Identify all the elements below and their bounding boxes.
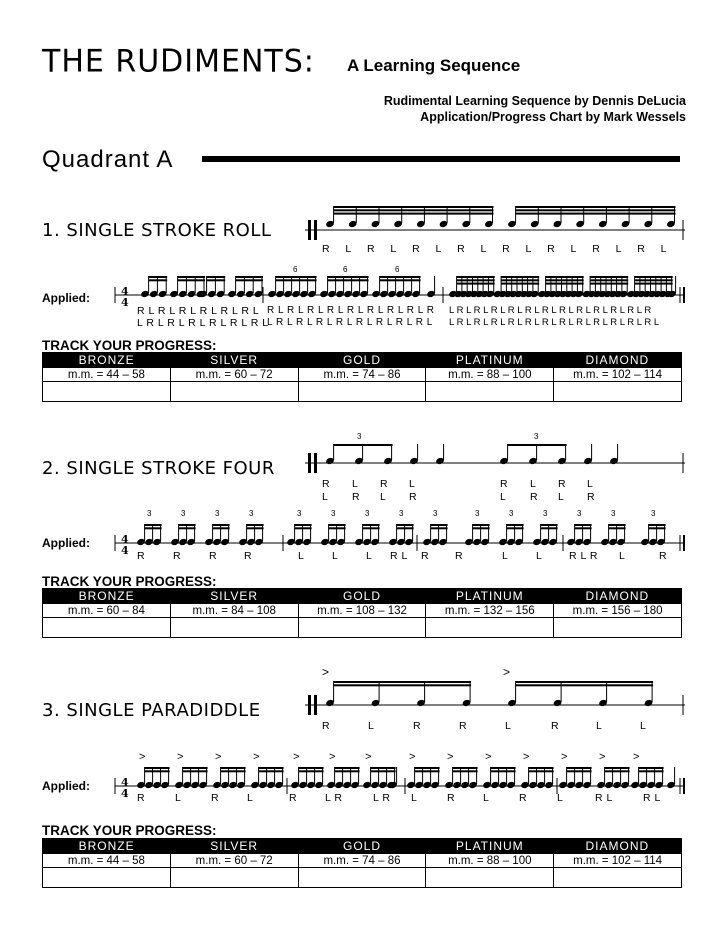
accent-mark: > (329, 751, 336, 763)
sticking-letter: L (366, 550, 373, 562)
tempo-gold: m.m. = 74 – 86 (298, 368, 426, 382)
tuplet-6-2: 6 (343, 265, 348, 274)
sticking-letter: R (637, 243, 646, 255)
beam (457, 283, 495, 285)
sticking-letter: L (558, 491, 565, 503)
beam (335, 770, 360, 772)
credit-line-1: Rudimental Learning Sequence by Dennis DeLucia (383, 94, 686, 108)
beam (259, 770, 284, 772)
accent-mark: > (139, 751, 146, 763)
progress-cell[interactable] (170, 618, 298, 638)
progress-cell[interactable] (426, 382, 554, 402)
accent-mark: > (409, 751, 416, 763)
rudiment-3-sticking (322, 720, 667, 733)
beam (567, 770, 592, 772)
time-sig-bottom: 4 (121, 296, 129, 309)
applied-1-sticking-top-c: L R L R L R L R L R L R L R L R L R L R L R L R (449, 305, 652, 316)
rudiment-2-title: 2. SINGLE STROKE FOUR (42, 458, 275, 479)
beam (207, 279, 226, 281)
sticking-letter: L (352, 478, 359, 490)
sticking-letter: R (244, 550, 253, 562)
accent-mark: > (447, 751, 454, 763)
track-label-2: TRACK YOUR PROGRESS: (42, 574, 217, 589)
sticking-letter: R (173, 550, 182, 562)
beam (259, 767, 284, 769)
tempo-gold: m.m. = 108 – 132 (298, 604, 426, 618)
beam (371, 770, 396, 772)
level-silver: SILVER (170, 839, 298, 854)
sticking-letter: R (352, 491, 361, 503)
beam (334, 681, 472, 683)
beam (328, 279, 369, 281)
tempo-platinum: m.m. = 132 – 156 (426, 604, 554, 618)
sticking-letter: R (457, 243, 466, 255)
tuplet-3: 3 (181, 509, 186, 518)
beam (221, 770, 246, 772)
level-silver: SILVER (170, 353, 298, 368)
progress-cell[interactable] (298, 382, 426, 402)
sticking-letter: L (500, 491, 507, 503)
tuplet-3: 3 (509, 509, 514, 518)
sticking-letter: R (455, 550, 464, 562)
progress-table-3 (42, 838, 682, 888)
level-platinum: PLATINUM (426, 839, 554, 854)
accent-mark: > (561, 751, 568, 763)
sticking-letter: R L (390, 550, 408, 562)
beam (590, 276, 628, 278)
applied-2-sticking (137, 550, 687, 562)
sticking-letter: L (570, 243, 577, 255)
progress-cell[interactable] (554, 382, 682, 402)
beam (145, 527, 162, 529)
beam (635, 276, 673, 278)
progress-table-2 (42, 588, 682, 638)
beam (635, 283, 673, 285)
beam (335, 767, 360, 769)
progress-cell[interactable] (43, 382, 171, 402)
beam (178, 276, 205, 278)
beam (328, 276, 369, 278)
tuplet-3: 3 (249, 509, 254, 518)
rudiment-2-sticking (322, 478, 612, 504)
tuplet-3: 3 (433, 509, 438, 518)
beam (183, 767, 208, 769)
tempo-diamond: m.m. = 102 – 114 (554, 368, 682, 382)
tempo-silver: m.m. = 60 – 72 (170, 854, 298, 868)
tempo-gold: m.m. = 74 – 86 (298, 854, 426, 868)
beam (491, 767, 516, 769)
rudiment-1-title: 1. SINGLE STROKE ROLL (42, 220, 272, 241)
applied-1-sticking-bottom-c: L R L R L R L R L R L R L R L R L R L R L R L R L (449, 317, 660, 328)
rudiment-3-title: 3. SINGLE PARADIDDLE (42, 700, 261, 721)
beam (541, 527, 558, 529)
beam (213, 524, 230, 526)
beam (457, 279, 495, 281)
accent-mark: > (599, 751, 606, 763)
progress-cell[interactable] (426, 868, 554, 888)
beam (516, 684, 654, 686)
track-label-1: TRACK YOUR PROGRESS: (42, 338, 217, 353)
level-bronze: BRONZE (43, 839, 171, 854)
beam (575, 524, 592, 526)
progress-cell[interactable] (426, 618, 554, 638)
tuplet-3: 3 (475, 509, 480, 518)
sticking-letter: L (525, 243, 532, 255)
applied-3-sticking (137, 792, 687, 804)
sticking-letter: R (380, 478, 389, 490)
time-sig-bottom: 4 (121, 787, 129, 800)
sticking-letter: L (596, 720, 603, 732)
level-bronze: BRONZE (43, 589, 171, 604)
sticking-letter: L (390, 243, 397, 255)
progress-cell[interactable] (170, 382, 298, 402)
sticking-letter: R (421, 550, 430, 562)
beam (236, 276, 263, 278)
sticking-letter: L (175, 792, 182, 804)
beam (149, 279, 168, 281)
beam (213, 527, 230, 529)
beam (639, 767, 664, 769)
beam (334, 209, 494, 211)
sticking-letter: R (459, 720, 468, 732)
tempo-diamond: m.m. = 156 – 180 (554, 604, 682, 618)
beam (380, 276, 421, 278)
beam (145, 767, 170, 769)
sticking-letter: R (558, 478, 567, 490)
sticking-letter: L (557, 792, 564, 804)
sticking-letter: L (298, 550, 305, 562)
sticking-letter: L (619, 550, 626, 562)
beam (649, 527, 666, 529)
tempo-bronze: m.m. = 44 – 58 (43, 368, 171, 382)
beam (541, 524, 558, 526)
sticking-letter: L (536, 550, 543, 562)
progress-cell[interactable] (298, 618, 426, 638)
progress-cell[interactable] (43, 618, 171, 638)
sticking-letter: L R (373, 792, 391, 804)
beam (649, 524, 666, 526)
beam (567, 767, 592, 769)
sticking-letter: R (412, 243, 421, 255)
progress-cell[interactable] (298, 868, 426, 888)
beam (529, 770, 554, 772)
beam (501, 283, 539, 285)
beam (183, 770, 208, 772)
beam (501, 276, 539, 278)
beam (609, 527, 626, 529)
sticking-letter: L (483, 792, 490, 804)
sticking-letter: L (587, 478, 594, 490)
beam (334, 206, 494, 208)
beam (149, 276, 168, 278)
sticking-letter: R L (595, 792, 613, 804)
sticking-letter: L (480, 243, 487, 255)
sticking-letter: R (502, 243, 511, 255)
quadrant-title: Quadrant A (42, 146, 174, 173)
accent-mark: > (503, 665, 511, 679)
beam (380, 279, 421, 281)
sticking-letter: R (587, 491, 596, 503)
progress-cell[interactable] (43, 868, 171, 888)
beam (397, 524, 414, 526)
beam (371, 767, 396, 769)
beam (501, 279, 539, 281)
beam (516, 213, 676, 215)
beam (236, 279, 263, 281)
applied-label-2: Applied: (42, 536, 90, 550)
beam (507, 524, 524, 526)
progress-cell[interactable] (554, 868, 682, 888)
sticking-letter: L (640, 720, 647, 732)
track-label-3: TRACK YOUR PROGRESS: (42, 823, 217, 838)
quadrant-rule (202, 156, 680, 162)
tuplet-3: 3 (297, 509, 302, 518)
beam (299, 770, 324, 772)
beam (207, 276, 226, 278)
beam (295, 527, 312, 529)
beam (575, 527, 592, 529)
credit-line-2: Application/Progress Chart by Mark Wessels (420, 110, 686, 124)
beam (590, 283, 628, 285)
beam (329, 524, 346, 526)
beam (546, 279, 584, 281)
sticking-letter: R (592, 243, 601, 255)
sticking-letter: R (500, 478, 509, 490)
beam (546, 283, 584, 285)
beam (179, 524, 196, 526)
tuplet-3: 3 (651, 509, 656, 518)
beam (415, 770, 440, 772)
tuplet-3: 3 (147, 509, 152, 518)
sticking-letter: R (413, 720, 422, 732)
accent-mark: > (293, 751, 300, 763)
beam (590, 279, 628, 281)
applied-label-3: Applied: (42, 779, 90, 793)
beam (516, 206, 676, 208)
applied-1-sticking-bottom-a: L R L R L R L R L R L R L (137, 317, 269, 329)
beam (516, 209, 676, 211)
tempo-bronze: m.m. = 44 – 58 (43, 854, 171, 868)
sticking-letter: L (530, 478, 537, 490)
sticking-letter: R (322, 243, 331, 255)
accent-mark: > (485, 751, 492, 763)
level-platinum: PLATINUM (426, 589, 554, 604)
level-platinum: PLATINUM (426, 353, 554, 368)
beam (491, 770, 516, 772)
beam (431, 524, 448, 526)
rudiment-2-applied-notation (115, 506, 690, 556)
sticking-letter: L (322, 491, 329, 503)
applied-1-sticking-bottom-b: L R L R L R L R L R L R L R L R L (267, 317, 433, 328)
level-diamond: DIAMOND (554, 589, 682, 604)
sticking-letter: L (505, 720, 512, 732)
sticking-letter: R (289, 792, 298, 804)
accent-mark: > (523, 751, 530, 763)
beam (609, 524, 626, 526)
level-diamond: DIAMOND (554, 839, 682, 854)
sticking-letter: R (409, 491, 418, 503)
beam (145, 524, 162, 526)
sticking-letter: L (368, 720, 375, 732)
main-title: THE RUDIMENTS: (42, 43, 315, 80)
rudiment-3-notation (305, 665, 690, 728)
beam (605, 770, 630, 772)
tempo-platinum: m.m. = 88 – 100 (426, 368, 554, 382)
sticking-letter: L (502, 550, 509, 562)
beam (334, 213, 494, 215)
accent-mark: > (633, 751, 640, 763)
accent-mark: > (177, 751, 184, 763)
tempo-diamond: m.m. = 102 – 114 (554, 854, 682, 868)
level-silver: SILVER (170, 589, 298, 604)
level-diamond: DIAMOND (554, 353, 682, 368)
tuplet-3: 3 (331, 509, 336, 518)
beam (529, 767, 554, 769)
progress-table-1 (42, 352, 682, 402)
beam (431, 527, 448, 529)
beam (516, 681, 654, 683)
beam (453, 767, 478, 769)
progress-cell[interactable] (170, 868, 298, 888)
applied-1-sticking-top-a: R L R L R L R L R L R L (137, 305, 260, 317)
tuplet-3: 3 (399, 509, 404, 518)
beam (508, 444, 567, 446)
accent-mark: > (365, 751, 372, 763)
beam (363, 524, 380, 526)
sticking-letter: R (137, 550, 146, 562)
beam (178, 279, 205, 281)
tuplet-3-b: 3 (534, 432, 539, 441)
sticking-letter: L (435, 243, 442, 255)
beam (221, 767, 246, 769)
beam (507, 527, 524, 529)
tempo-platinum: m.m. = 88 – 100 (426, 854, 554, 868)
tuplet-3: 3 (365, 509, 370, 518)
beam (179, 527, 196, 529)
applied-label-1: Applied: (42, 291, 90, 305)
sticking-letter: R (209, 550, 218, 562)
sticking-letter: R (211, 792, 220, 804)
tuplet-3: 3 (577, 509, 582, 518)
beam (639, 770, 664, 772)
beam (397, 527, 414, 529)
tuplet-3-a: 3 (357, 432, 362, 441)
beam (329, 527, 346, 529)
beam (247, 527, 264, 529)
time-sig-top: 4 (121, 533, 129, 546)
beam (363, 527, 380, 529)
tempo-silver: m.m. = 60 – 72 (170, 368, 298, 382)
sticking-letter: R (137, 792, 146, 804)
sticking-letter: L (409, 478, 416, 490)
accent-mark: > (253, 751, 260, 763)
sticking-letter: R (547, 243, 556, 255)
beam (145, 770, 170, 772)
beam (473, 527, 490, 529)
accent-mark: > (322, 665, 330, 679)
level-bronze: BRONZE (43, 353, 171, 368)
beam (295, 524, 312, 526)
sticking-letter: L R (325, 792, 343, 804)
tempo-bronze: m.m. = 60 – 84 (43, 604, 171, 618)
level-gold: GOLD (298, 839, 426, 854)
rudiment-1-sticking (322, 243, 667, 255)
beam (334, 444, 393, 446)
sticking-letter: L (332, 550, 339, 562)
applied-1-sticking-top-b: R L R L R L R L R L R L R L R L R (267, 305, 435, 316)
sticking-letter: L (247, 792, 254, 804)
beam (457, 276, 495, 278)
beam (546, 276, 584, 278)
tuplet-3: 3 (611, 509, 616, 518)
beam (299, 767, 324, 769)
tuplet-6-3: 6 (395, 265, 400, 274)
tuplet-3: 3 (215, 509, 220, 518)
sticking-letter: R L (643, 792, 661, 804)
beam (473, 524, 490, 526)
beam (276, 279, 317, 281)
accent-mark: > (215, 751, 222, 763)
subtitle: A Learning Sequence (347, 56, 521, 75)
sticking-letter: L (411, 792, 418, 804)
sticking-letter: R L R (569, 550, 598, 562)
sticking-letter: L (345, 243, 352, 255)
sticking-letter: R (322, 478, 331, 490)
sticking-letter: R (551, 720, 560, 732)
sticking-letter: L (660, 243, 667, 255)
sticking-letter: L (380, 491, 387, 503)
time-sig-bottom: 4 (121, 544, 129, 557)
tuplet-3: 3 (543, 509, 548, 518)
sticking-letter: R (530, 491, 539, 503)
level-gold: GOLD (298, 353, 426, 368)
beam (453, 770, 478, 772)
beam (635, 279, 673, 281)
beam (605, 767, 630, 769)
progress-cell[interactable] (554, 618, 682, 638)
sticking-letter: R (367, 243, 376, 255)
sticking-letter: R (447, 792, 456, 804)
sticking-letter: R (519, 792, 528, 804)
tuplet-6-1: 6 (293, 265, 298, 274)
sticking-letter: R (659, 550, 668, 562)
sticking-letter: L (615, 243, 622, 255)
time-sig-top: 4 (121, 776, 129, 789)
beam (415, 767, 440, 769)
beam (247, 524, 264, 526)
time-sig-top: 4 (121, 285, 129, 298)
tempo-silver: m.m. = 84 – 108 (170, 604, 298, 618)
sticking-letter: R (322, 720, 331, 732)
beam (276, 276, 317, 278)
level-gold: GOLD (298, 589, 426, 604)
beam (334, 684, 472, 686)
